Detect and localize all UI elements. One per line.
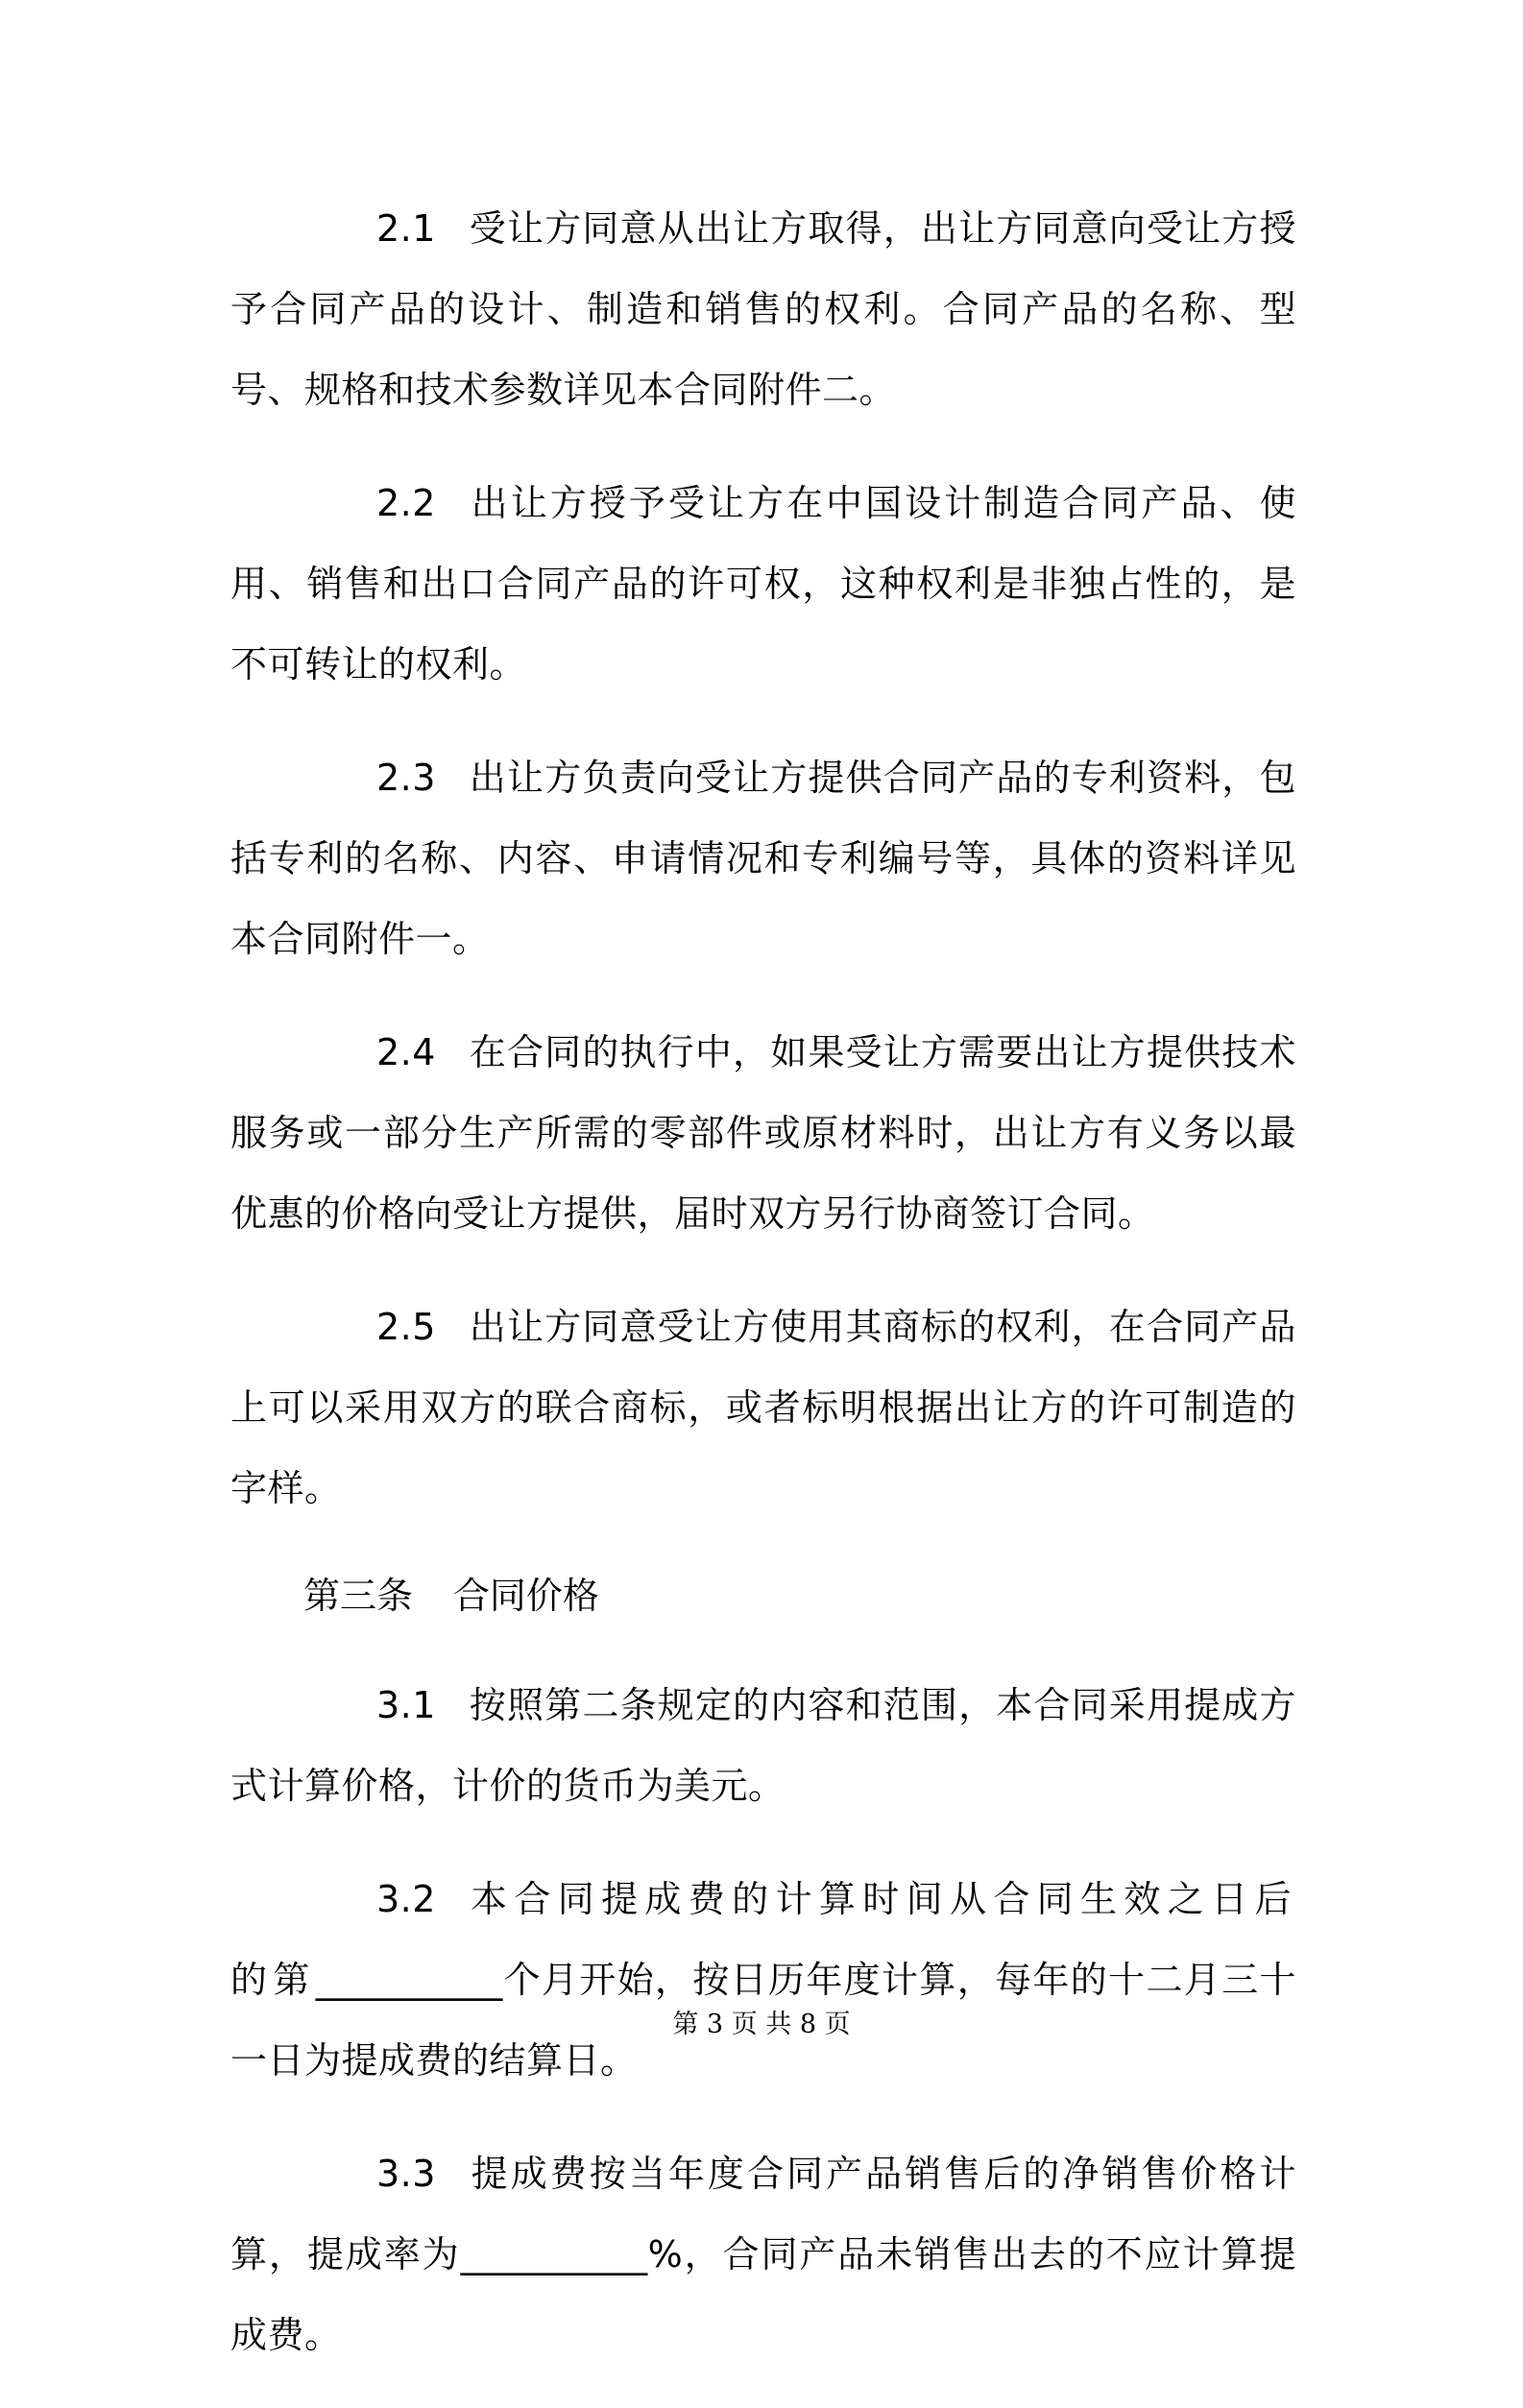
total-page-count: 8: [799, 2010, 817, 2039]
footer-suffix: 页: [824, 2010, 851, 2039]
clause-number: 2.5: [376, 1306, 436, 1348]
clause-text: 出让方同意受让方使用其商标的权利，在合同产品上可以采用双方的联合商标，或者标明根据出让方的许可制造的字样。: [230, 1306, 1296, 1509]
clause-number: 3.2: [376, 1878, 436, 1920]
clause-text-part-b: %，合同产品未销售出去的不应计算提成费。: [230, 2233, 1296, 2356]
clause-2-5: [230, 1287, 1296, 1529]
clause-text-part-b: 个月开始，按日历年度计算，每年的十二月三十一日为提成费的结算日。: [230, 1959, 1296, 2082]
fill-in-blank-months: __________: [315, 1959, 503, 2001]
clause-2-2: [230, 463, 1296, 705]
article-3-heading: [230, 1555, 1296, 1636]
article-title: 合同价格: [452, 1575, 599, 1617]
clause-2-1: [230, 188, 1296, 430]
clause-text: 出让方负责向受让方提供合同产品的专利资料，包括专利的名称、内容、申请情况和专利编号等，具体的资料详见本合同附件一。: [230, 757, 1296, 960]
footer-mid: 页 共: [731, 2010, 792, 2039]
clause-3-3: [230, 2133, 1296, 2375]
clause-number: 2.4: [376, 1031, 436, 1073]
fill-in-blank-rate: __________: [460, 2233, 648, 2276]
footer-prefix: 第: [672, 2010, 699, 2039]
clause-text: 按照第二条规定的内容和范围，本合同采用提成方式计算价格，计价的货币为美元。: [230, 1684, 1296, 1807]
page-footer: [0, 2003, 1523, 2040]
clause-text: 受让方同意从出让方取得，出让方同意向受让方授予合同产品的设计、制造和销售的权利。合同产品的名称、型号、规格和技术参数详见本合同附件二。: [230, 207, 1296, 411]
clause-text: 出让方授予受让方在中国设计制造合同产品、使用、销售和出口合同产品的许可权，这种权利是非独占性的，是不可转让的权利。: [230, 482, 1296, 686]
clause-number: 3.1: [376, 1684, 436, 1726]
clause-number: 2.1: [376, 207, 436, 250]
clause-3-1: [230, 1665, 1296, 1826]
document-body: [230, 188, 1296, 2408]
clause-number: 2.2: [376, 482, 436, 524]
clause-2-3: [230, 737, 1296, 979]
clause-text: 在合同的执行中，如果受让方需要出让方提供技术服务或一部分生产所需的零部件或原材料时，出让方有义务以最优惠的价格向受让方提供，届时双方另行协商签订合同。: [230, 1031, 1296, 1235]
clause-text-part-a: 提成费按当年度合同产品销售后的净销售价格计算，提成率为: [230, 2153, 1296, 2276]
clause-number: 2.3: [376, 757, 436, 799]
clause-3-2: [230, 1859, 1296, 2101]
clause-number: 3.3: [376, 2153, 436, 2195]
clause-2-4: [230, 1012, 1296, 1254]
article-label: 第三条: [303, 1575, 414, 1617]
clause-text-part-a: 本合同提成费的计算时间从合同生效之日后的第: [230, 1878, 1296, 2001]
current-page-number: 3: [706, 2010, 724, 2039]
